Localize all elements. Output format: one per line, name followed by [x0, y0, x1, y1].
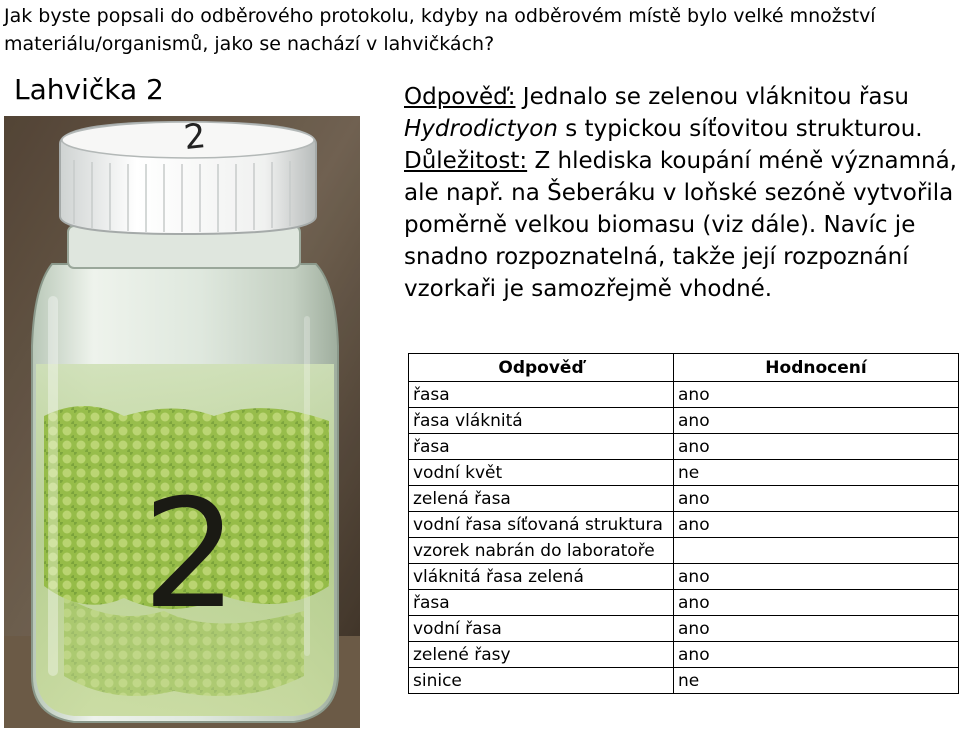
rating-cell: ano — [674, 434, 959, 460]
table-row — [409, 486, 959, 512]
answer-cell: vláknitá řasa zelená — [409, 564, 674, 590]
table-row — [409, 408, 959, 434]
evaluation-table — [408, 353, 959, 694]
table-row — [409, 382, 959, 408]
table-row — [409, 642, 959, 668]
rating-cell — [674, 538, 959, 564]
answer-cell: vodní řasa síťovaná struktura — [409, 512, 674, 538]
answer-text-2: s typickou síťovitou strukturou. — [557, 116, 923, 142]
table-row — [409, 668, 959, 694]
table-row — [409, 590, 959, 616]
answer-block — [404, 81, 960, 305]
importance-label: Důležitost: — [404, 148, 528, 174]
rating-cell: ne — [674, 460, 959, 486]
answer-cell: řasa — [409, 382, 674, 408]
answer-cell: vodní řasa — [409, 616, 674, 642]
rating-cell: ano — [674, 590, 959, 616]
importance-text: Z hlediska koupání méně významná, ale např. na Šeberáku v loňské sezóně vytvořila poměrně velkou biomasu (viz dále). Navíc je snadno rozpoznatelná, takže její rozpoznání vzorkaři je samozřejmě vhodné. — [404, 148, 957, 302]
bottle-label: Lahvička 2 — [14, 73, 164, 106]
table-row — [409, 434, 959, 460]
answer-cell: zelená řasa — [409, 486, 674, 512]
jar-number: 2 — [142, 468, 238, 642]
table-header-row — [409, 354, 959, 382]
bottle-photo — [4, 116, 360, 728]
answer-text-1: Jednalo se zelenou vláknitou řasu — [515, 84, 910, 110]
rating-cell: ano — [674, 512, 959, 538]
question-text: Jak byste popsali do odběrového protokolu, kdyby na odběrovém místě bylo velké množství materiálu/organismů, jako se nachází v lahvičkách? — [4, 5, 876, 55]
answer-cell: sinice — [409, 668, 674, 694]
table-row — [409, 512, 959, 538]
answer-cell: vzorek nabrán do laboratoře — [409, 538, 674, 564]
answer-cell: zelené řasy — [409, 642, 674, 668]
table-row — [409, 616, 959, 642]
rating-cell: ano — [674, 382, 959, 408]
rating-cell: ano — [674, 642, 959, 668]
header-rating: Hodnocení — [674, 354, 959, 382]
rating-cell: ano — [674, 564, 959, 590]
answer-cell: řasa — [409, 434, 674, 460]
cap-number: 2 — [181, 116, 208, 159]
rating-cell: ano — [674, 616, 959, 642]
rating-cell: ano — [674, 408, 959, 434]
answer-label: Odpověď: — [404, 84, 516, 110]
species-name: Hydrodictyon — [404, 116, 558, 142]
table-row — [409, 538, 959, 564]
answer-cell: řasa vláknitá — [409, 408, 674, 434]
table-row — [409, 460, 959, 486]
answer-cell: řasa — [409, 590, 674, 616]
rating-cell: ne — [674, 668, 959, 694]
answer-cell: vodní květ — [409, 460, 674, 486]
table-row — [409, 564, 959, 590]
rating-cell: ano — [674, 486, 959, 512]
header-answer: Odpověď — [409, 354, 674, 382]
